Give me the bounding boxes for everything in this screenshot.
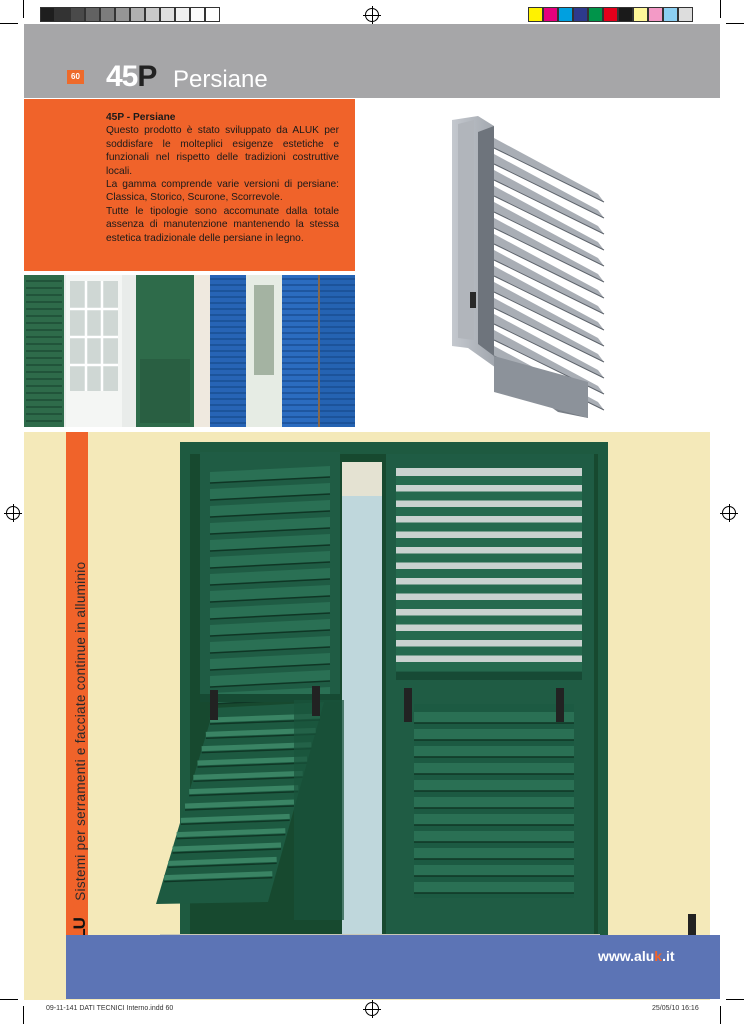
crop-mark [726,23,744,24]
intro-paragraph: Questo prodotto è stato sviluppato da ALUK per soddisfare le molteplici esigenze estetiche e funzionali nel rispetto delle tradizioni costruttive locali. [106,125,339,177]
shutter-slat [396,631,582,640]
title-code-number: 45 [106,60,138,93]
shutter-slat [396,647,582,656]
shutter-slat [396,585,582,594]
shutter-slat [396,662,582,671]
crop-mark [720,0,721,18]
title-code-suffix: P [137,60,157,93]
shutter-slat [396,600,582,609]
side-accent-strip-top [66,99,88,271]
page-title: Persiane [173,66,268,93]
registration-mark-bottom-icon [365,1002,379,1016]
registration-mark-right-icon [722,506,736,520]
green-shutters-photo [24,432,710,1000]
shutter-slat [414,797,574,808]
shutter-slat [396,492,582,501]
registration-mark-top-icon [365,8,379,22]
crop-mark [720,1006,721,1024]
shutter-slat [414,848,574,859]
registration-mark-left-icon [6,506,20,520]
shutter-slat [396,616,582,625]
shutter-slat [396,476,582,485]
slug-file-info: 09-11-141 DATI TECNICI Interno.indd 60 [46,1005,174,1012]
product-profile-image [438,112,614,422]
aluk-logo: K [70,906,89,919]
website-link[interactable]: www.aluk.it [598,948,675,964]
intro-heading: 45P - Persiane [106,112,176,123]
shutter-slat [414,831,574,842]
crop-mark [23,1006,24,1024]
shutter-slat [414,712,574,723]
crop-mark [0,999,18,1000]
shutter-photos-strip [24,275,355,427]
tagline-text: Sistemi per serramenti e facciate continue in alluminio [73,561,88,901]
shutter-slat [414,780,574,791]
shutter-slat [396,507,582,516]
slug-date: 25/05/10 16:16 [652,1005,699,1012]
shutter-slat [414,763,574,774]
shutter-slat [396,554,582,563]
crop-mark [0,23,18,24]
shutter-slat [414,814,574,825]
footer-band [66,935,720,999]
vertical-tagline [70,562,90,950]
intro-paragraph: Tutte le tipologie sono accomunate dalla totale assenza di manutenzione mantenendo la stessa estetica tradizionale delle persiane in legno. [106,205,339,244]
shutter-slat [414,882,574,893]
shutter-slat [396,569,582,578]
crop-mark [726,999,744,1000]
profile-slat-edge [494,148,604,202]
intro-text [106,111,339,245]
shutter-slat [414,729,574,740]
shutter-slat [396,523,582,532]
page-number: 60 [67,70,84,84]
shutter-slat [414,746,574,757]
page-title-code [106,60,156,94]
shutter-slat [396,538,582,547]
intro-paragraph: La gamma comprende varie versioni di persiane: Classica, Storico, Scurone, Scorrevole. [106,179,339,204]
crop-mark [23,0,24,18]
shutter-slat [414,865,574,876]
